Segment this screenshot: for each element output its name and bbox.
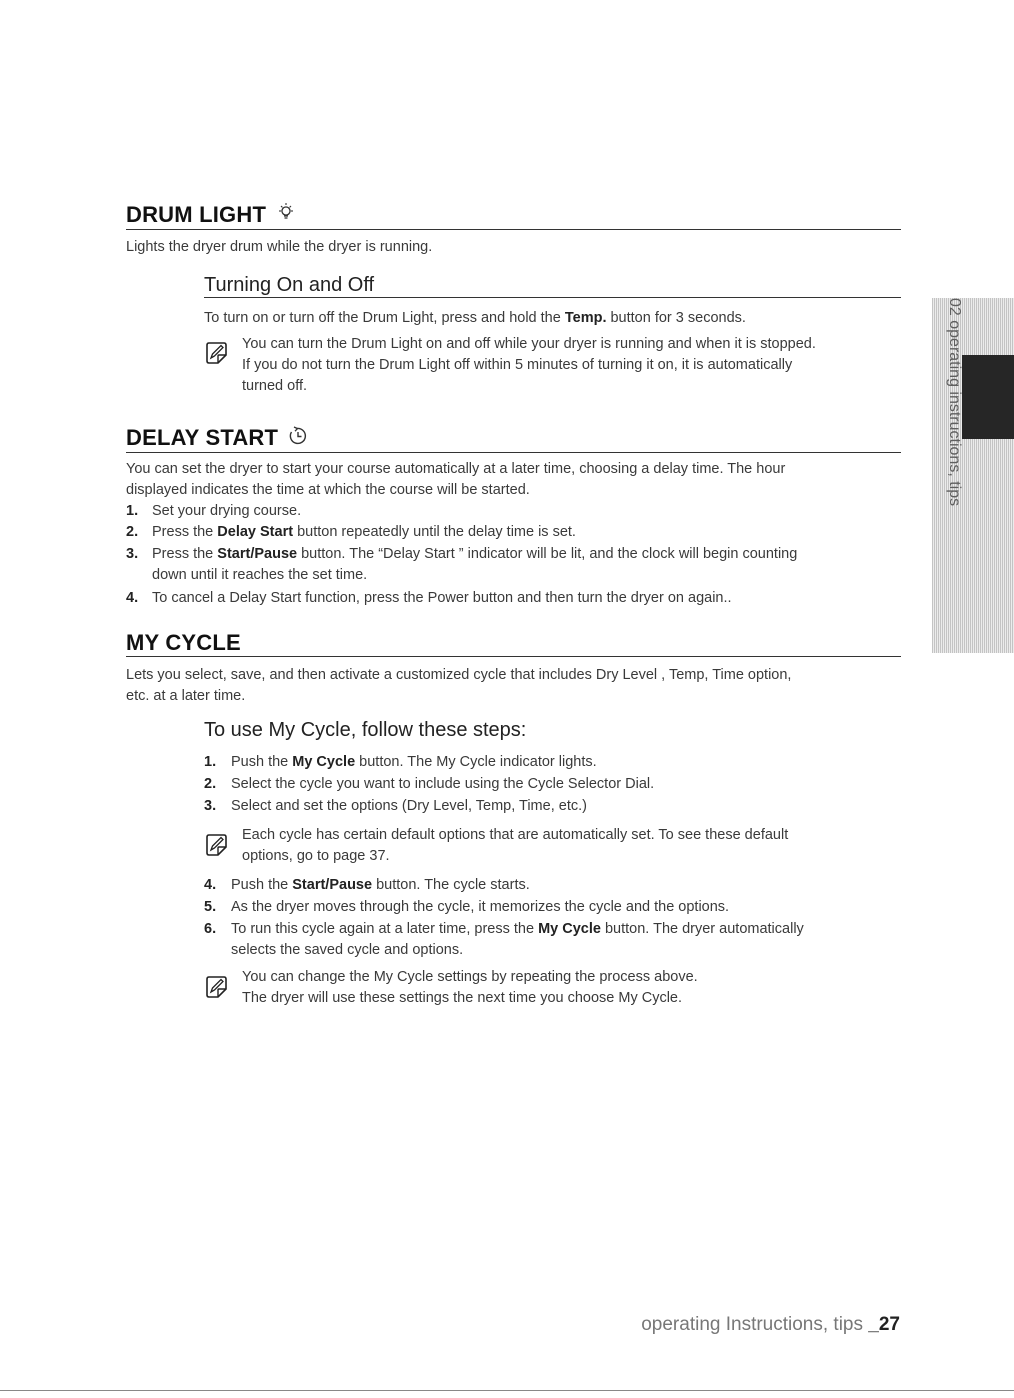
my-cycle-rule bbox=[126, 656, 901, 657]
step-text bbox=[152, 544, 797, 565]
step-text-post: button. The “Delay Start ” indicator will be lit, and the clock will begin counting bbox=[297, 546, 798, 562]
my-cycle-button-label: My Cycle bbox=[292, 754, 356, 770]
delay-start-step-2 bbox=[126, 522, 906, 543]
delay-start-title: DELAY START bbox=[126, 425, 279, 450]
delay-start-intro-1: You can set the dryer to start your course automatically at a later time, choosing a delay time. The hour bbox=[126, 461, 786, 477]
step-number: 2. bbox=[126, 524, 139, 540]
step-text bbox=[231, 796, 587, 817]
page-footer bbox=[560, 1314, 900, 1336]
start-pause-button-label: Start/Pause bbox=[292, 877, 373, 893]
step-text-pre: To cancel a Delay Start function, press the Power button and then turn the dryer on again.. bbox=[152, 590, 732, 606]
my-cycle-heading: MY CYCLE bbox=[126, 630, 241, 655]
step-text-pre: Press the bbox=[152, 546, 218, 562]
delay-start-step-1 bbox=[126, 501, 906, 522]
step-text-pre: Push the bbox=[231, 754, 293, 770]
step-text bbox=[231, 875, 530, 896]
step-text bbox=[152, 522, 576, 543]
drum-light-subtitle: Turning On and Off bbox=[204, 274, 375, 296]
my-cycle-step-5 bbox=[204, 897, 904, 918]
drum-light-note-line-3: turned off. bbox=[242, 378, 308, 394]
step-text-post: button repeatedly until the delay time is set. bbox=[293, 524, 576, 540]
drum-light-instruction-pre: To turn on or turn off the Drum Light, press and hold the bbox=[204, 310, 565, 326]
step-text-post: button. The cycle starts. bbox=[372, 877, 530, 893]
delay-clock-icon bbox=[288, 426, 308, 446]
my-cycle-note1-line-1: Each cycle has certain default options that are automatically set. To see these default bbox=[242, 827, 789, 843]
my-cycle-step-4 bbox=[204, 875, 904, 896]
drum-light-note-line-1: You can turn the Drum Light on and off while your dryer is running and when it is stopped. bbox=[242, 336, 816, 352]
note-icon bbox=[205, 975, 228, 998]
step-text bbox=[231, 774, 654, 795]
my-cycle-subtitle: To use My Cycle, follow these steps: bbox=[204, 719, 527, 741]
step-text bbox=[231, 919, 804, 940]
note-icon bbox=[205, 341, 228, 364]
my-cycle-button-label: My Cycle bbox=[538, 921, 601, 937]
temp-button-label: Temp. bbox=[564, 310, 607, 326]
my-cycle-step-3 bbox=[204, 796, 904, 817]
page-bottom-rule bbox=[0, 1390, 1014, 1391]
step-text-post: button. The dryer automatically bbox=[600, 921, 804, 937]
step-number: 4. bbox=[126, 590, 139, 606]
drum-light-icon bbox=[277, 203, 295, 223]
step-number: 1. bbox=[126, 503, 139, 519]
step-text-pre: Press the bbox=[152, 524, 218, 540]
my-cycle-step-2 bbox=[204, 774, 904, 795]
step-text bbox=[152, 501, 301, 522]
step-number: 3. bbox=[204, 798, 217, 814]
drum-light-title: DRUM LIGHT bbox=[126, 202, 267, 227]
drum-light-heading bbox=[126, 202, 295, 228]
drum-light-rule bbox=[126, 229, 901, 230]
step-text bbox=[152, 588, 732, 609]
step-text-continued: down until it reaches the set time. bbox=[152, 567, 368, 583]
drum-light-intro: Lights the dryer drum while the dryer is running. bbox=[126, 239, 433, 255]
step-text-pre: As the dryer moves through the cycle, it memorizes the cycle and the options. bbox=[231, 899, 730, 915]
drum-light-instruction bbox=[204, 308, 746, 329]
delay-start-step-3 bbox=[126, 544, 906, 586]
drum-light-instruction-post: button for 3 seconds. bbox=[606, 310, 746, 326]
my-cycle-note1-line-2: options, go to page 37. bbox=[242, 848, 390, 864]
delay-start-button-label: Delay Start bbox=[217, 524, 294, 540]
step-text bbox=[231, 752, 597, 773]
step-text-pre: Select and set the options (Dry Level, Temp, Time, etc.) bbox=[231, 798, 587, 814]
my-cycle-step-1 bbox=[204, 752, 904, 773]
step-text-pre: Set your drying course. bbox=[152, 503, 302, 519]
delay-start-rule bbox=[126, 452, 901, 453]
page-number: _27 bbox=[868, 1314, 900, 1335]
step-text-continued: selects the saved cycle and options. bbox=[231, 942, 464, 958]
footer-section: operating Instructions, tips bbox=[641, 1314, 869, 1335]
my-cycle-intro-1: Lets you select, save, and then activate a customized cycle that includes Dry Level , Temp, Time option, bbox=[126, 667, 792, 683]
step-text bbox=[231, 897, 729, 918]
my-cycle-note2-line-2: The dryer will use these settings the next time you choose My Cycle. bbox=[242, 990, 683, 1006]
drum-light-note-line-2: If you do not turn the Drum Light off within 5 minutes of turning it on, it is automatically bbox=[242, 357, 793, 373]
chapter-marker bbox=[962, 355, 1014, 439]
step-number: 2. bbox=[204, 776, 217, 792]
drum-light-sub-rule bbox=[204, 297, 901, 298]
delay-start-heading bbox=[126, 425, 308, 451]
step-text-pre: To run this cycle again at a later time, press the bbox=[231, 921, 539, 937]
chapter-label: 02 operating instructions, tips bbox=[946, 298, 963, 507]
step-text-pre: Push the bbox=[231, 877, 293, 893]
step-number: 6. bbox=[204, 921, 217, 937]
step-number: 4. bbox=[204, 877, 217, 893]
note-icon bbox=[205, 833, 228, 856]
step-text-post: button. The My Cycle indicator lights. bbox=[355, 754, 597, 770]
step-number: 3. bbox=[126, 546, 139, 562]
step-number: 5. bbox=[204, 899, 217, 915]
my-cycle-step-6 bbox=[204, 919, 904, 961]
delay-start-step-4 bbox=[126, 588, 906, 609]
step-text-pre: Select the cycle you want to include using the Cycle Selector Dial. bbox=[231, 776, 655, 792]
step-number: 1. bbox=[204, 754, 217, 770]
delay-start-intro-2: displayed indicates the time at which the course will be started. bbox=[126, 482, 530, 498]
my-cycle-note2-line-1: You can change the My Cycle settings by repeating the process above. bbox=[242, 969, 698, 985]
my-cycle-intro-2: etc. at a later time. bbox=[126, 688, 246, 704]
start-pause-button-label: Start/Pause bbox=[217, 546, 298, 562]
